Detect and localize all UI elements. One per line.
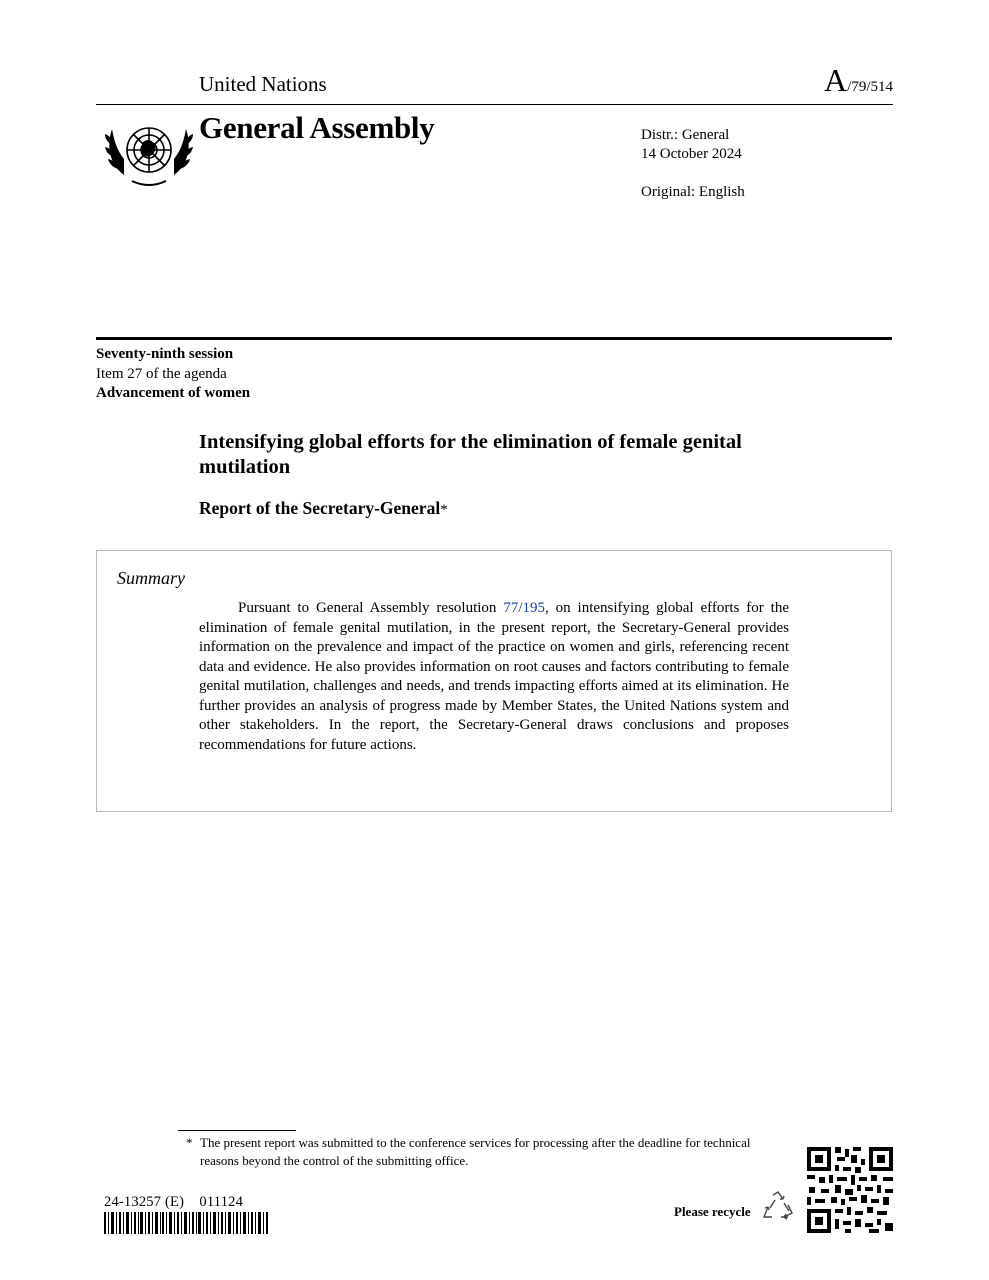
general-assembly-title: General Assembly [199,110,435,145]
session-rule [96,337,892,340]
footnote-text: The present report was submitted to the conference services for processing after the deadline for technical reasons beyond the control of the submitting office. [200,1135,751,1168]
agenda-title: Advancement of women [96,385,251,401]
agenda-item: Item 27 of the agenda [96,365,227,382]
summary-text-rest: , on intensifying global efforts for the elimination of female genital mutilation, in the present report, the Secretary-General provides information on the prevalence and impact of the practice on women and girls, referencing recent data and evidence. He also provides information on root causes and factors contributing to female genital mutilation, challenges and needs, and trends impacting efforts aimed at its elimination. He further provides an analysis of progress made by Member States, the United Nations system and other stakeholders. In the report, the Secretary-General draws conclusions and proposes recommendations for future actions. [199,600,789,753]
footnote-reference[interactable]: * [440,502,448,518]
org-name: United Nations [199,72,327,96]
please-recycle-label: Please recycle [674,1204,751,1219]
document-number-text: 24-13257 (E) 011124 [104,1194,244,1210]
summary-heading: Summary [117,568,185,588]
original-language: Original: English [641,184,745,200]
footnote [186,1134,786,1170]
issue-date: 14 October 2024 [641,146,742,162]
distribution-block [641,126,742,164]
report-byline [199,498,448,519]
un-emblem-icon [102,113,196,191]
summary-paragraph [199,599,789,755]
session-name: Seventy-ninth session [96,346,234,362]
distribution: Distr.: General [641,127,730,143]
barcode-icon [104,1212,270,1234]
resolution-link[interactable]: 77/195 [503,600,545,616]
qr-code-icon [805,1145,895,1235]
symbol-letter: A [824,62,848,98]
report-author: Report of the Secretary-General [199,498,441,518]
header-rule [96,104,893,105]
summary-text-start: Pursuant to General Assembly resolution [238,600,504,616]
document-number [104,1194,243,1211]
footnote-rule [178,1130,296,1131]
recycle-icon [762,1191,794,1221]
symbol-number: /79/514 [847,79,893,95]
session-block [96,345,250,404]
footnote-marker: * [186,1135,193,1150]
document-symbol [824,62,893,99]
document-title: Intensifying global efforts for the elimination of female genital mutilation [199,431,742,478]
